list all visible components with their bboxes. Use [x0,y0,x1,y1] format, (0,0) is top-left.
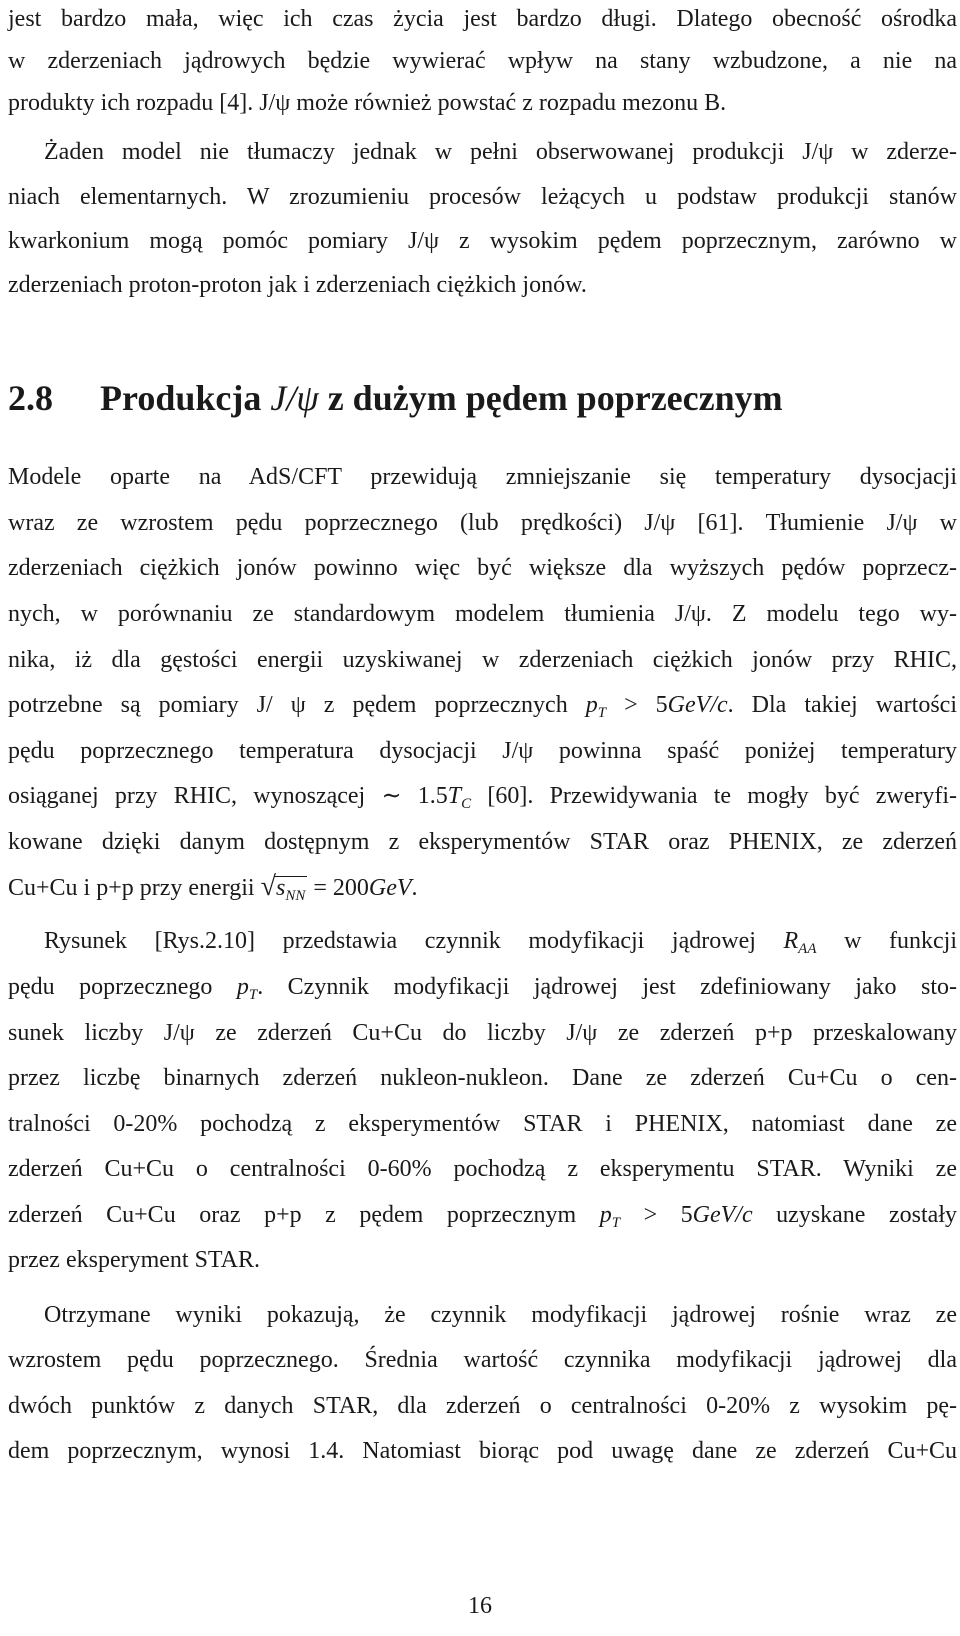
text-line: osiąganej przy RHIC, wynoszącej ∼ $1.5T_C$ [60]. Przewidywania te mogły być zweryfi- [8,783,957,812]
section-title-part: z dużym pędem poprzecznym [318,378,783,418]
text-line: potrzebne są pomiary J/ ψ z pędem poprzecznych $p_T > 5GeV/c$. Dla takiej wartości [8,692,957,721]
text-line: przez liczbę binarnych zderzeń nukleon-nukleon. Dane ze zderzeń Cu+Cu o cen- [8,1065,957,1091]
text-line: pędu poprzecznego temperatura dysocjacji J/ψ powinna spaść poniżej temperatury [8,738,957,764]
text-line: sunek liczby J/ψ ze zderzeń Cu+Cu do liczby J/ψ ze zderzeń p+p przeskalowany [8,1020,957,1046]
text-line: przez eksperyment STAR. [8,1247,260,1273]
section-number: 2.8 [8,378,53,418]
text-line: zderzeniach proton-proton jak i zderzeniach ciężkich jonów. [8,272,587,298]
text-line: kowane dzięki danym dostępnym z eksperymentów STAR oraz PHENIX, ze zderzeń [8,829,957,855]
text-line: zderzeń Cu+Cu o centralności 0-60% pochodzą z eksperymentu STAR. Wyniki ze [8,1156,957,1182]
section-heading [8,374,783,422]
text-line: Otrzymane wyniki pokazują, że czynnik modyfikacji jądrowej rośnie wraz ze [44,1302,957,1328]
sqrt-symbol: √ [260,871,276,902]
text-line: nych, w porównaniu ze standardowym modelem tłumienia J/ψ. Z modelu tego wy- [8,601,957,627]
section-title-part: Produkcja [100,378,271,418]
text-line: w zderzeniach jądrowych będzie wywierać wpływ na stany wzbudzone, a nie na [8,48,957,74]
text-line: wzrostem pędu poprzecznego. Średnia wartość czynnika modyfikacji jądrowej dla [8,1347,957,1373]
text-line: Cu+Cu i p+p przy energii $√s_{NN} = 200GeV$. [8,872,957,907]
text-line: Modele oparte na AdS/CFT przewidują zmniejszanie się temperatury dysocjacji [8,464,957,490]
text-line: jest bardzo mała, więc ich czas życia jest bardzo długi. Dlatego obecność ośrodka [8,6,957,32]
page-number: 16 [468,1593,492,1619]
sqrt-radicand: $s_{NN}$ [274,876,307,907]
text-line: dwóch punktów z danych STAR, dla zderzeń o centralności 0-20% z wysokim pę- [8,1393,957,1419]
text-line: tralności 0-20% pochodzą z eksperymentów STAR i PHENIX, natomiast dane ze [8,1111,957,1137]
text-line: kwarkonium mogą pomóc pomiary J/ψ z wysokim pędem poprzecznym, zarówno w [8,228,957,254]
text-line: zderzeń Cu+Cu oraz p+p z pędem poprzecznym $p_T > 5GeV/c$ uzyskane zostały [8,1202,957,1231]
text-line: wraz ze wzrostem pędu poprzecznego (lub prędkości) J/ψ [61]. Tłumienie J/ψ w [8,510,957,536]
text-line: pędu poprzecznego $p_T$. Czynnik modyfikacji jądrowej jest zdefiniowany jako sto- [8,974,957,1003]
text-line: zderzeniach ciężkich jonów powinno więc być większe dla wyższych pędów poprzecz- [8,555,957,581]
text-line: Żaden model nie tłumaczy jednak w pełni obserwowanej produkcji J/ψ w zderze- [44,139,957,165]
text-line: dem poprzecznym, wynosi 1.4. Natomiast biorąc pod uwagę dane ze zderzeń Cu+Cu [8,1438,957,1464]
section-title-psi: J/ψ [270,378,319,418]
text-line: nika, iż dla gęstości energii uzyskiwanej w zderzeniach ciężkich jonów przy RHIC, [8,647,957,673]
text-line: Rysunek [Rys.2.10] przedstawia czynnik modyfikacji jądrowej $R_{AA}$ w funkcji [44,928,957,957]
text-line: produkty ich rozpadu [4]. J/ψ może również powstać z rozpadu mezonu B. [8,90,727,116]
text-line: niach elementarnych. W zrozumieniu procesów leżących u podstaw produkcji stanów [8,184,957,210]
